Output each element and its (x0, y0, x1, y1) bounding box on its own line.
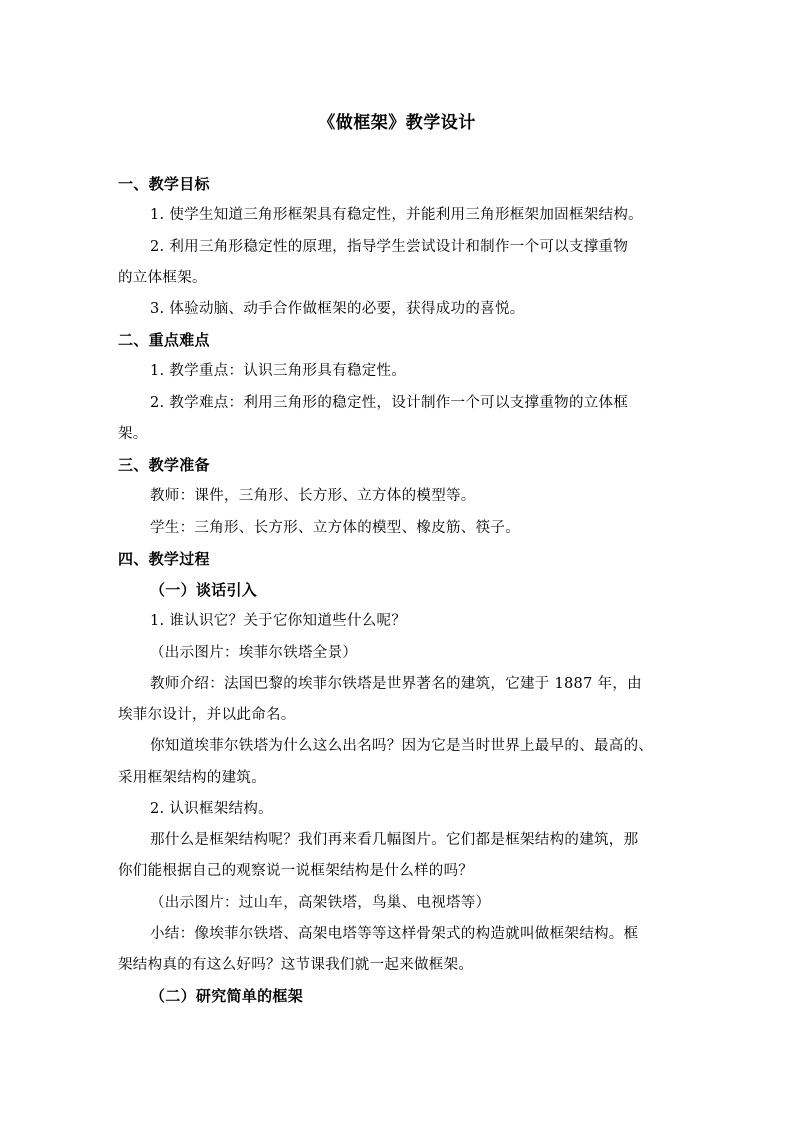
process-line-2: （出示图片：埃菲尔铁塔全景） (150, 645, 358, 661)
process-line-1: 1. 谁认识它？关于它你知道些什么呢？ (150, 613, 407, 629)
process-line-10: （出示图片：过山车，高架铁塔，鸟巢、电视塔等） (150, 895, 491, 911)
preparation-student: 学生：三角形、长方形、立方体的模型、橡皮筋、筷子。 (150, 520, 520, 536)
process-line-12: 架结构真的有这么好吗？这节课我们就一起来做框架。 (118, 957, 474, 973)
objective-line-1: 1. 使学生知道三角形框架具有稳定性，并能利用三角形框架加固框架结构。 (150, 207, 643, 223)
process-line-3: 教师介绍：法国巴黎的埃菲尔铁塔是世界著名的建筑，它建于 1887 年，由 (150, 676, 642, 692)
key-point-line-2: 2. 教学难点：利用三角形的稳定性，设计制作一个可以支撑重物的立体框 (150, 395, 629, 411)
process-line-4: 埃菲尔设计，并以此命名。 (118, 707, 296, 723)
process-line-11: 小结：像埃菲尔铁塔、高架电塔等等这样骨架式的构造就叫做框架结构。框 (150, 926, 639, 942)
key-point-line-2-cont: 架。 (118, 426, 148, 442)
objective-line-2-cont: 的立体框架。 (118, 270, 207, 286)
process-line-5: 你知道埃菲尔铁塔为什么这么出名吗？因为它是当时世界上最早的、最高的、 (150, 738, 654, 754)
process-part2-heading: （二）研究简单的框架 (150, 987, 304, 1005)
process-line-7: 2. 认识框架结构。 (150, 801, 273, 817)
objective-line-3: 3. 体验动脑、动手合作做框架的必要，获得成功的喜悦。 (150, 301, 525, 317)
page-title: 《做框架》教学设计 (318, 113, 476, 133)
process-line-6: 采用框架结构的建筑。 (118, 770, 266, 786)
section-heading-preparation: 三、教学准备 (118, 456, 210, 474)
objective-line-2: 2. 利用三角形稳定性的原理，指导学生尝试设计和制作一个可以支撑重物 (150, 239, 629, 255)
key-point-line-1: 1. 教学重点：认识三角形具有稳定性。 (150, 363, 407, 379)
section-heading-key-points: 二、重点难点 (118, 331, 210, 349)
section-heading-process: 四、教学过程 (118, 550, 210, 568)
process-line-9: 你们能根据自己的观察说一说框架结构是什么样的吗？ (118, 863, 474, 879)
section-heading-objectives: 一、教学目标 (118, 175, 210, 193)
process-line-8: 那什么是框架结构呢？我们再来看几幅图片。它们都是框架结构的建筑，那 (150, 832, 639, 848)
process-part1-heading: （一）谈话引入 (150, 581, 258, 599)
preparation-teacher: 教师：课件，三角形、长方形、立方体的模型等。 (150, 488, 476, 504)
